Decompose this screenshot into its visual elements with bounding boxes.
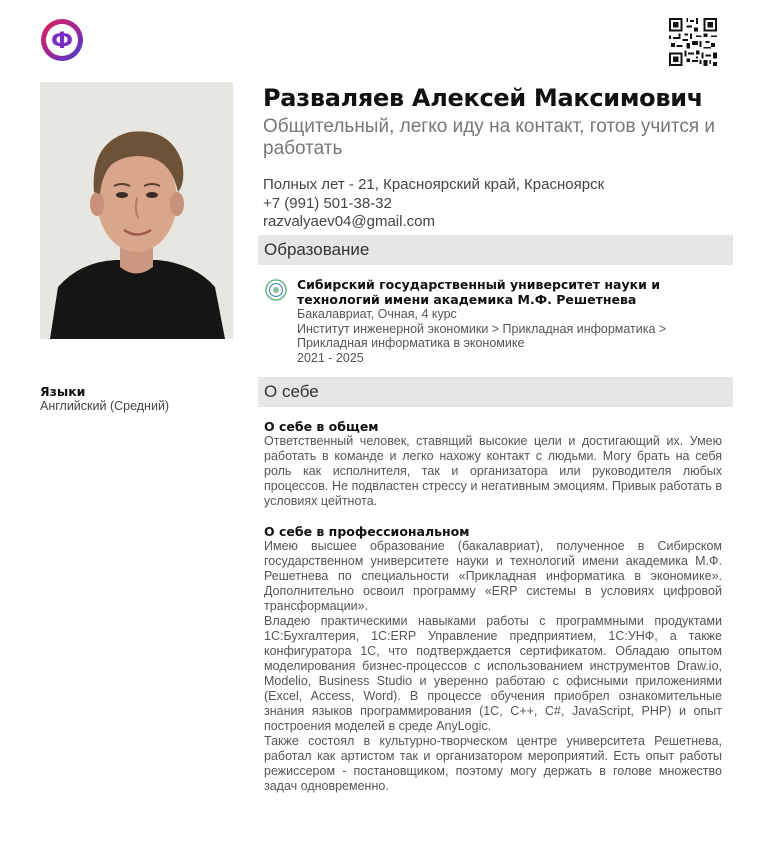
- university-logo-icon: [265, 279, 287, 301]
- about-general-text: Ответственный человек, ставящий высокие цели и достигающий их. Умею работать в команде и легко нахожу контакт с людьми. Могу брать на себя роль как исполнителя, так и организатора или руководителя любых процессов. Не подвластен стрессу и негативным эмоциям. Привык работать в условиях цейтнота.: [264, 434, 722, 508]
- language-item: Английский (Средний): [40, 399, 170, 413]
- about-professional-p3: Также состоял в культурно-творческом центре университета Решетнева, работал как артистом так и организатором мероприятий. Есть опыт работы режиссером - постановщиком, поэтому могу держать в голове множество задач одновременно.: [264, 734, 722, 793]
- email[interactable]: razvalyaev04@gmail.com: [263, 213, 435, 230]
- about-general-title: О себе в общем: [264, 419, 379, 434]
- profile-photo: [40, 82, 233, 339]
- age-location: Полных лет - 21, Красноярский край, Красноярск: [263, 176, 605, 193]
- about-section-title: О себе: [258, 377, 733, 407]
- university-name: Сибирский государственный университет науки и технологий имени академика М.Ф. Решетнева: [297, 277, 660, 307]
- about-professional-p2: Владею практическими навыками работы с программными продуктами 1С:Бухгалтерия, 1С:ERP Управление предприятием, 1С:УНФ, а также конфигуратора 1С, что подтверждается сертификатом. Обладаю опытом моделирования бизнес-процессов с использованием инструментов Draw.io, Modelio, Business Studio и уверенно работаю с офисными приложениями (Excel, Access, Word). В процессе обучения приобрел ознакомительные знания языков программирования (1С, С++, С#, JavaScript, PHP) и опыт построения моделей в среде AnyLogic.: [264, 614, 722, 733]
- phone[interactable]: +7 (991) 501-38-32: [263, 194, 392, 212]
- languages-title: Языки: [40, 384, 86, 399]
- about-block: [264, 419, 722, 794]
- years: 2021 - 2025: [297, 350, 364, 365]
- about-professional-title: О себе в профессиональном: [264, 524, 470, 539]
- hh-logo-icon: [40, 18, 84, 62]
- contacts: [263, 176, 733, 232]
- education-section-title: Образование: [258, 235, 733, 265]
- qr-code-icon: [669, 18, 717, 66]
- languages-block: [40, 384, 240, 414]
- education-entry: [297, 277, 727, 365]
- degree: Бакалавриат, Очная, 4 курс: [297, 307, 457, 321]
- about-professional-p1: Имею высшее образование (бакалавриат), полученное в Сибирском государственном университете науки и технологий имени академика М.Ф. Решетнева по специальности «Прикладная информатика в экономике». Дополнительно освоил программу «ERP системы в условиях цифровой трансформации».: [264, 539, 722, 613]
- headline: Общительный, легко иду на контакт, готов учится и работать: [263, 116, 716, 159]
- full-name: Разваляев Алексей Максимович: [263, 84, 703, 112]
- program: Институт инженерной экономики > Прикладная информатика > Прикладная информатика в экономике: [297, 321, 667, 350]
- svg-text:Ф: Ф: [51, 29, 73, 54]
